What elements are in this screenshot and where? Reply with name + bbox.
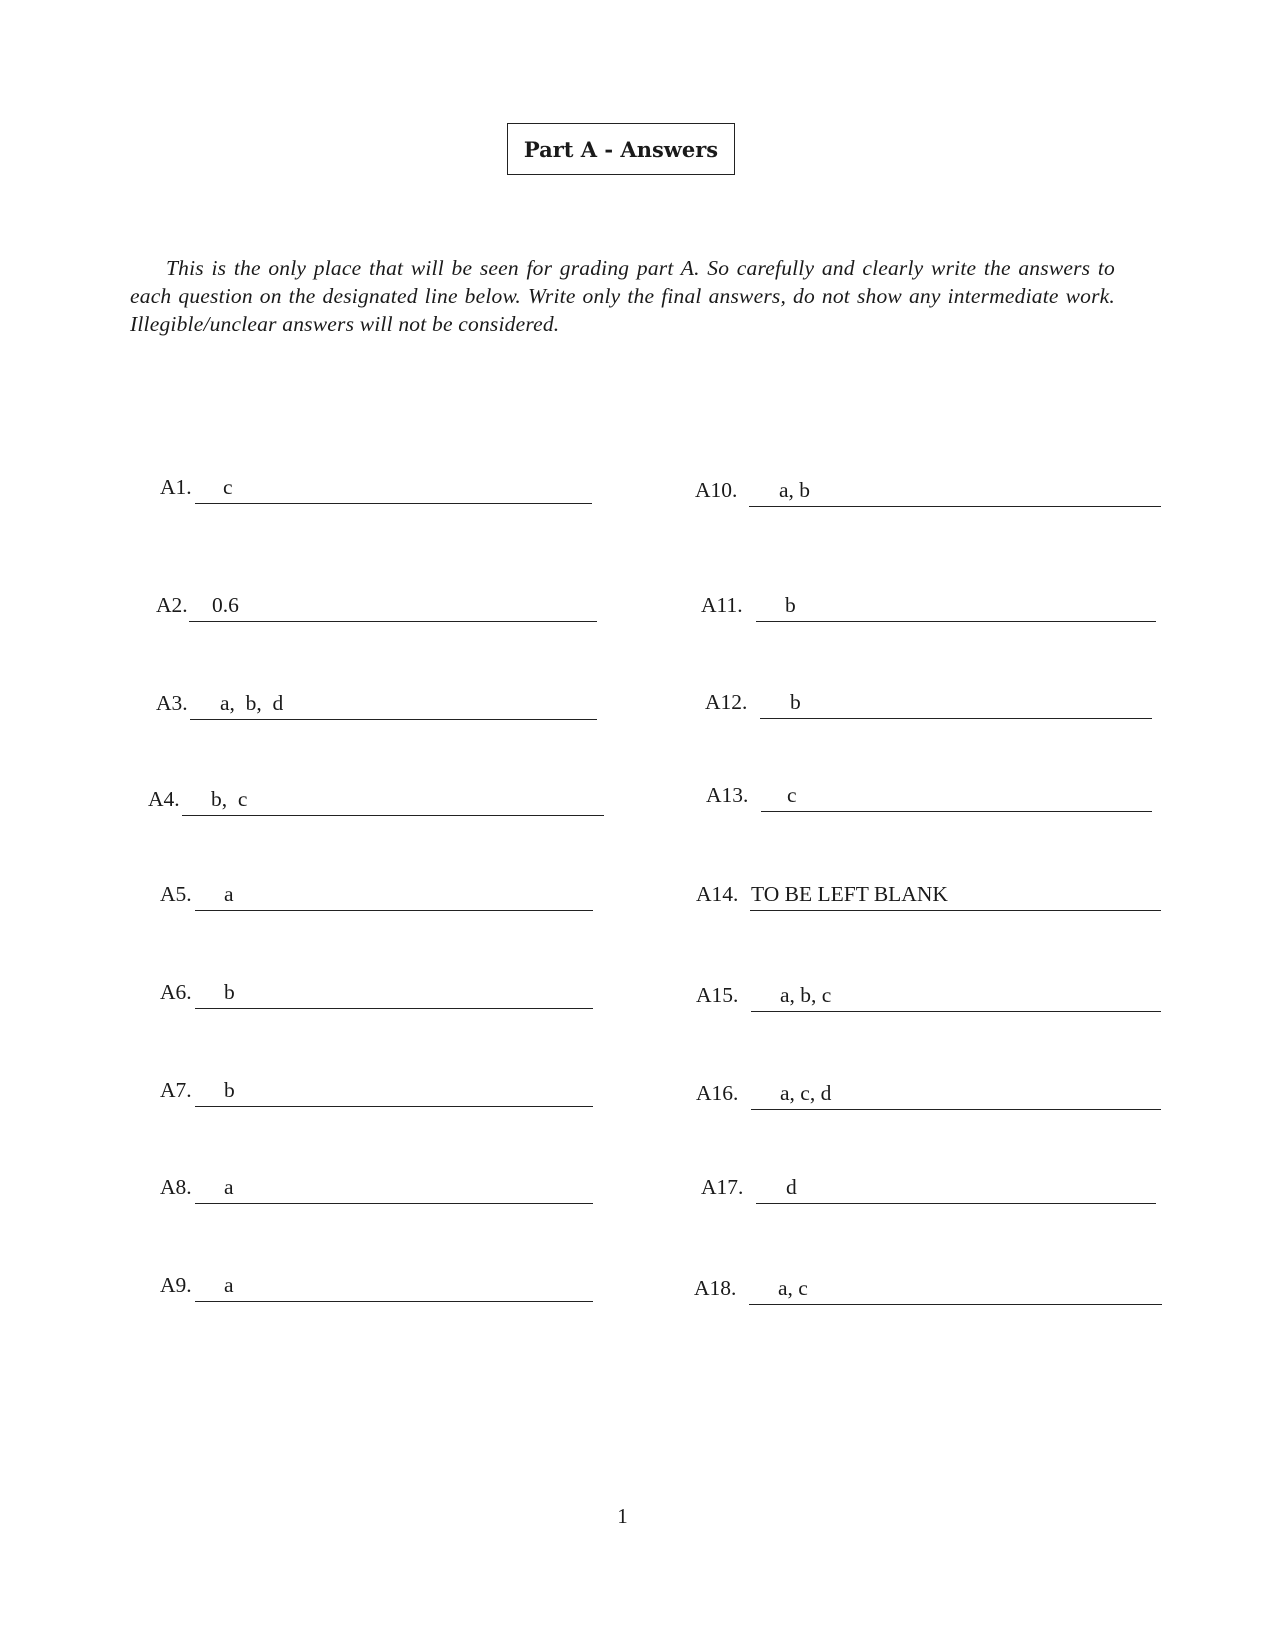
answer-a1 (160, 474, 592, 504)
answer-a11 (701, 592, 1156, 622)
answer-label: A6. (160, 980, 192, 1004)
answer-label: A5. (160, 882, 192, 906)
answer-a9 (160, 1272, 593, 1302)
answer-line[interactable] (195, 982, 593, 1009)
answer-value: TO BE LEFT BLANK (751, 882, 948, 906)
answer-line[interactable] (195, 1275, 593, 1302)
answer-value: a, b (779, 478, 811, 502)
answer-value: a (224, 1175, 234, 1199)
answer-label: A9. (160, 1273, 192, 1297)
answer-value: a (224, 882, 234, 906)
answer-value: b (790, 690, 801, 714)
answer-a14 (696, 881, 1161, 911)
answer-value: d (786, 1175, 797, 1199)
answer-a13 (706, 782, 1152, 812)
answer-value: a, c (778, 1276, 808, 1300)
answer-line[interactable] (761, 785, 1152, 812)
answer-line[interactable] (749, 480, 1161, 507)
answer-a12 (705, 689, 1152, 719)
answer-label: A12. (705, 690, 748, 714)
answer-a6 (160, 979, 593, 1009)
answer-label: A13. (706, 783, 749, 807)
answer-value: c (787, 783, 797, 807)
answer-label: A10. (695, 478, 738, 502)
answer-a4 (148, 786, 604, 816)
answer-label: A1. (160, 475, 192, 499)
answer-line[interactable] (195, 477, 592, 504)
answer-a16 (696, 1080, 1161, 1110)
answer-line[interactable] (195, 1080, 593, 1107)
answer-label: A17. (701, 1175, 744, 1199)
answer-value: a, c, d (780, 1081, 832, 1105)
answer-a10 (695, 477, 1161, 507)
answer-a8 (160, 1174, 593, 1204)
answer-label: A14. (696, 882, 739, 906)
answer-a5 (160, 881, 593, 911)
answer-line[interactable] (189, 595, 597, 622)
answer-label: A15. (696, 983, 739, 1007)
answer-label: A8. (160, 1175, 192, 1199)
answer-line[interactable] (749, 1278, 1162, 1305)
answer-value: b (785, 593, 796, 617)
answer-label: A4. (148, 787, 180, 811)
answer-a17 (701, 1174, 1156, 1204)
answer-value: a, b, d (220, 691, 284, 715)
answer-value: c (223, 475, 233, 499)
answer-label: A2. (156, 593, 188, 617)
answer-label: A11. (701, 593, 743, 617)
answer-value: a, b, c (780, 983, 832, 1007)
answer-value: a (224, 1273, 234, 1297)
answer-label: A7. (160, 1078, 192, 1102)
answer-a3 (156, 690, 597, 720)
instructions-paragraph: This is the only place that will be seen for grading part A. So carefully and clearly write the answers to each question on the designated line below. Write only the final answers, do not show any intermediate work. Illegible/unclear answers will not be considered. (130, 255, 1115, 336)
answer-line[interactable] (195, 884, 593, 911)
answer-a7 (160, 1077, 593, 1107)
answer-label: A16. (696, 1081, 739, 1105)
answer-line[interactable] (756, 595, 1156, 622)
answer-line[interactable] (760, 692, 1152, 719)
answer-label: A3. (156, 691, 188, 715)
page-number: 1 (617, 1504, 628, 1528)
answer-line[interactable] (195, 1177, 593, 1204)
answer-value: b, c (211, 787, 248, 811)
answer-value: 0.6 (212, 593, 239, 617)
answer-value: b (224, 980, 235, 1004)
page-title: Part A - Answers (507, 123, 735, 175)
answer-a18 (694, 1275, 1162, 1305)
answer-label: A18. (694, 1276, 737, 1300)
answer-a15 (696, 982, 1161, 1012)
answer-a2 (156, 592, 597, 622)
answer-line[interactable] (756, 1177, 1156, 1204)
answer-value: b (224, 1078, 235, 1102)
